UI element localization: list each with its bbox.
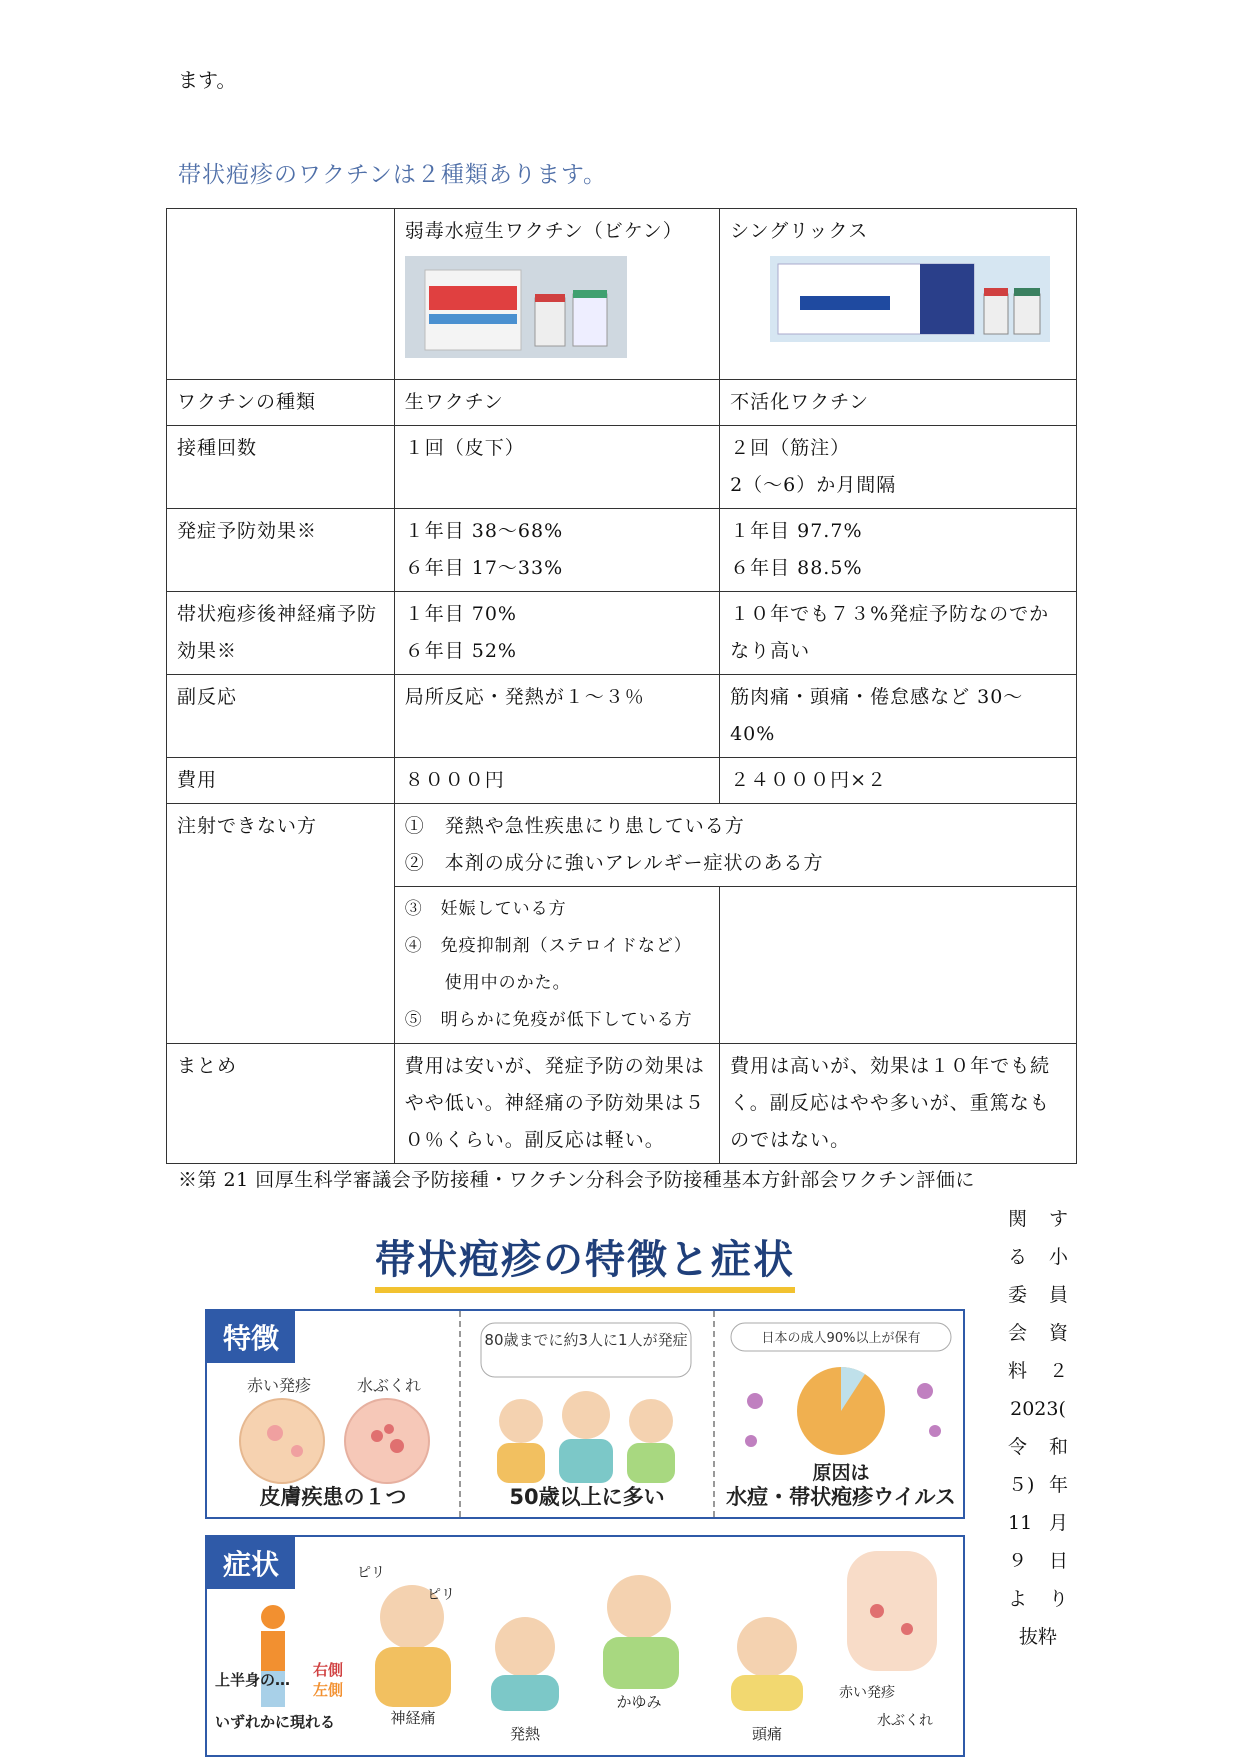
body-text-1: 上半身の…: [215, 1671, 291, 1689]
prevalence-note: 日本の成人90%以上が保有: [761, 1331, 921, 1346]
cell-cost-a: ８０００円: [394, 758, 719, 804]
vaccine-comparison-table: [166, 208, 1077, 1164]
body-text-2: いずれかに現れる: [215, 1713, 336, 1731]
shingles-infographic: [205, 1228, 965, 1757]
row-label-type: ワクチンの種類: [167, 380, 395, 426]
blister-symptom-label: 水ぶくれ: [877, 1713, 933, 1729]
row-label-cost: 費用: [167, 758, 395, 804]
cell-contraindications-common: [394, 804, 1076, 887]
cell-neuralgia-a-line2: ６年目 52%: [404, 640, 517, 662]
source-note-line: 令 和: [1008, 1436, 1068, 1458]
vaccine-a-name: 弱毒水痘生ワクチン（ビケン）: [404, 220, 683, 242]
cell-count-b-line1: ２回（筋注）: [730, 437, 851, 459]
source-note-line: 会 資: [1008, 1322, 1068, 1344]
feature-skin: [207, 1311, 461, 1517]
cell-cost-b: ２４０００円×２: [720, 758, 1077, 804]
cell-efficacy-b-line1: １年目 97.7%: [730, 520, 863, 542]
vaccine-b-name: シングリックス: [730, 220, 869, 242]
contraindication-3: ③ 妊娠している方: [404, 899, 567, 919]
source-note-line: よ り: [1008, 1588, 1068, 1610]
cell-contraindications-b-empty: [720, 887, 1077, 1044]
vaccine-b-header: [720, 209, 1077, 380]
vaccine-a-header: [394, 209, 719, 380]
cell-side-effects-a: 局所反応・発熱が１～３％: [394, 675, 719, 758]
source-note-line: 2023(: [1010, 1398, 1066, 1420]
contraindication-4-cont: 使用中のかた。: [444, 973, 571, 993]
top-text: ます。: [178, 68, 237, 92]
source-note-line: 料 ２: [1008, 1360, 1068, 1382]
source-note-line: ９ 日: [1008, 1550, 1068, 1572]
cell-efficacy-b: [720, 509, 1077, 592]
source-note-line: 委 員: [1008, 1284, 1068, 1306]
vaccine-b-product-image: [770, 256, 1050, 342]
row-label-count: 接種回数: [167, 426, 395, 509]
cell-efficacy-a-line1: １年目 38～68%: [404, 520, 564, 542]
cell-side-effects-b: 筋肉痛・頭痛・倦怠感など 30～40%: [720, 675, 1077, 758]
itch-label: かゆみ: [616, 1693, 662, 1711]
row-label-side-effects: 副反応: [167, 675, 395, 758]
cell-summary-b: 費用は高いが、効果は１０年でも続く。副反応はやや多いが、重篤なものではない。: [720, 1044, 1077, 1164]
cell-neuralgia-a: [394, 592, 719, 675]
cell-neuralgia-a-line1: １年目 70%: [404, 603, 517, 625]
cell-efficacy-b-line2: ６年目 88.5%: [730, 557, 863, 579]
source-note-line: 11 月: [1008, 1512, 1068, 1534]
feature-age-caption: 50歳以上に多い: [509, 1485, 665, 1509]
footnote: ※第 21 回厚生科学審議会予防接種・ワクチン分科会予防接種基本方針部会ワクチン評価に: [178, 1169, 975, 1191]
features-panel: [205, 1309, 965, 1519]
cell-count-b: [720, 426, 1077, 509]
cell-type-a: 生ワクチン: [394, 380, 719, 426]
source-note-line: ５) 年: [1008, 1474, 1068, 1496]
cell-count-b-line2: 2（～6）か月間隔: [730, 474, 897, 496]
row-label-contraindications: 注射できない方: [167, 804, 395, 1044]
contraindication-2: ② 本剤の成分に強いアレルギー症状のある方: [404, 852, 824, 874]
cell-count-a: １回（皮下）: [394, 426, 719, 509]
feature-cause: [715, 1311, 967, 1517]
cell-contraindications-a: [394, 887, 719, 1044]
features-label: 特徴: [207, 1311, 295, 1363]
row-label-summary: まとめ: [167, 1044, 395, 1164]
piri-text-2: ピリ: [427, 1587, 455, 1603]
source-note-line: 抜粋: [1018, 1626, 1057, 1648]
age-note: 80歳までに約3人に1人が発症: [484, 1331, 688, 1349]
cell-efficacy-a: [394, 509, 719, 592]
cell-summary-a: 費用は安いが、発症予防の効果はやや低い。神経痛の予防効果は５０％くらい。副反応は軽い。: [394, 1044, 719, 1164]
feature-skin-caption: 皮膚疾患の１つ: [259, 1485, 407, 1509]
headache-label: 頭痛: [751, 1725, 783, 1743]
cell-type-b: 不活化ワクチン: [720, 380, 1077, 426]
contraindication-4: ④ 免疫抑制剤（ステロイドなど）: [404, 936, 692, 956]
rash-label: 赤い発疹: [247, 1376, 312, 1395]
vaccine-a-product-image: [405, 256, 627, 358]
row-label-efficacy: 発症予防効果※: [167, 509, 395, 592]
infographic-title: 帯状疱疹の特徴と症状: [375, 1228, 795, 1293]
source-note-line: る 小: [1008, 1246, 1068, 1268]
symptoms-panel: [205, 1535, 965, 1757]
symptoms-label: 症状: [207, 1537, 295, 1589]
empty-header-cell: [167, 209, 395, 380]
fever-label: 発熱: [509, 1725, 541, 1743]
left-side-label: 左側: [313, 1681, 344, 1699]
contraindication-1: ① 発熱や急性疾患にり患している方: [404, 815, 745, 837]
contraindication-5: ⑤ 明らかに免疫が低下している方: [404, 1010, 693, 1030]
rash-symptom-label: 赤い発疹: [839, 1685, 895, 1701]
feature-age: [461, 1311, 715, 1517]
source-note-line: 関 す: [1008, 1208, 1068, 1230]
symptoms-illustration: [207, 1537, 963, 1751]
feature-cause-caption: 水痘・帯状疱疹ウイルス: [726, 1485, 956, 1509]
piri-text-1: ピリ: [357, 1565, 385, 1581]
source-note: [1008, 1200, 1068, 1656]
cell-neuralgia-b: １０年でも７３%発症予防なのでかなり高い: [720, 592, 1077, 675]
neuralgia-label: 神経痛: [390, 1709, 436, 1727]
row-label-neuralgia: 帯状疱疹後神経痛予防効果※: [167, 592, 395, 675]
cause-caption-1: 原因は: [812, 1462, 870, 1484]
section-heading: 帯状疱疹のワクチンは２種類あります。: [178, 162, 608, 188]
right-side-label: 右側: [313, 1661, 344, 1679]
cell-efficacy-a-line2: ６年目 17～33%: [404, 557, 564, 579]
blister-label: 水ぶくれ: [357, 1376, 422, 1395]
